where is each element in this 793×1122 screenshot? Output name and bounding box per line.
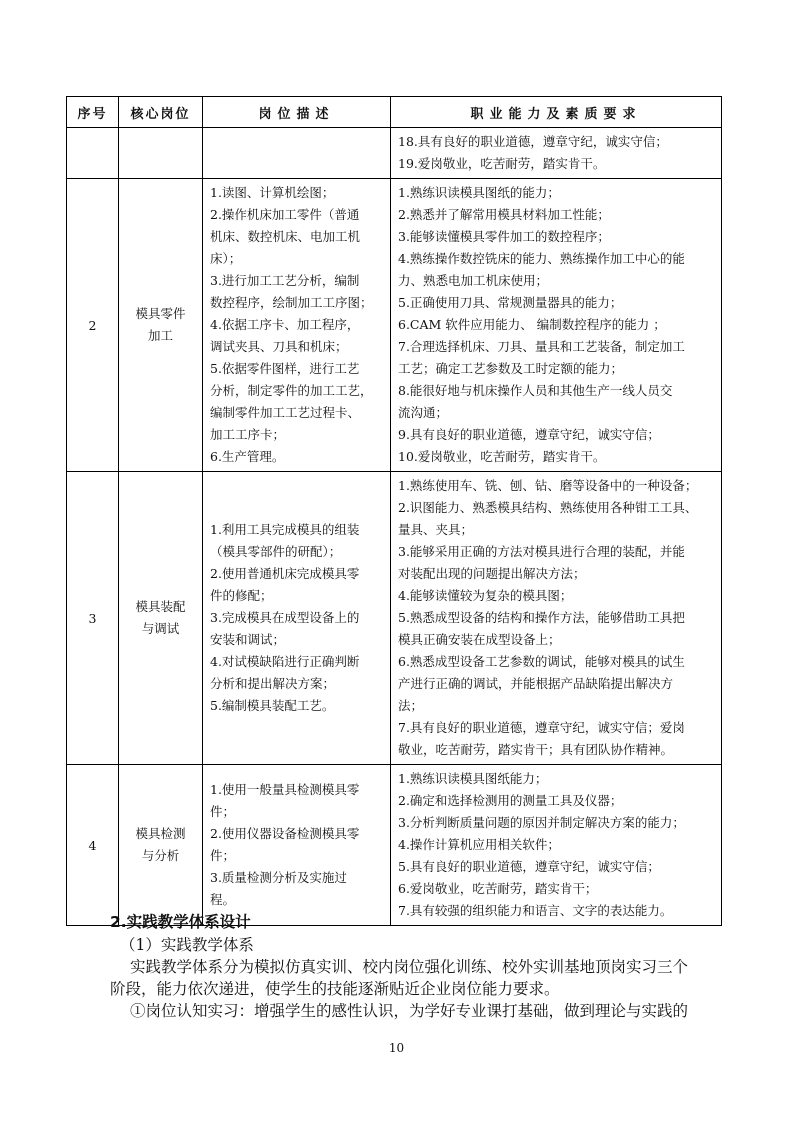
header-seq: 序号 xyxy=(67,97,119,128)
cell-text-line: 与分析 xyxy=(141,848,180,863)
cell-text-line: 2.确定和选择检测用的测量工具及仪器； xyxy=(398,793,623,808)
cell-text-line: 7.合理选择机床、刀具、量具和工艺装备，制定加工 xyxy=(398,339,685,354)
cell-ability-requirements xyxy=(391,128,722,179)
cell-text-line: 6.熟悉成型设备工艺参数的调试，能够对模具的试生 xyxy=(398,654,685,669)
cell-text-line: 5.熟悉成型设备的结构和操作方法，能够借助工具把 xyxy=(398,610,685,625)
cell-text-line: 2.使用普通机床完成模具零 xyxy=(210,566,360,581)
cell-text-line: 4.对试模缺陷进行正确判断 xyxy=(210,654,360,669)
cell-text-line: 模具检测 xyxy=(135,826,186,841)
cell-ability-requirements xyxy=(391,765,722,926)
page-number: 10 xyxy=(388,1041,405,1055)
cell-text-line: 调试夹具、刀具和机床； xyxy=(210,339,348,354)
cell-text-line: 2.熟悉并了解常用模具材料加工性能； xyxy=(398,207,610,222)
cell-text-line: 1.读图、计算机绘图； xyxy=(210,185,335,200)
table-row xyxy=(67,179,722,472)
cell-text-line: 4.依据工序卡、加工程序， xyxy=(210,317,360,332)
cell-text-line: 4.操作计算机应用相关软件； xyxy=(398,837,560,852)
cell-text-line: 6.生产管理。 xyxy=(210,449,285,464)
cell-text-line: 件； xyxy=(210,804,236,819)
table-row xyxy=(67,472,722,765)
cell-text-line: 7.具有较强的组织能力和语言、文字的表达能力。 xyxy=(398,903,673,918)
cell-core-post xyxy=(119,128,203,179)
cell-text-line: 4.能够读懂较为复杂的模具图； xyxy=(398,588,573,603)
cell-post-description xyxy=(203,179,391,472)
cell-text-line: 3.分析判断质量问题的原因并制定解决方案的能力； xyxy=(398,815,685,830)
cell-text-line: 模具装配 xyxy=(135,599,186,614)
header-ability-requirements: 职业能力及素质要求 xyxy=(391,97,722,128)
cell-text-line: 1.使用一般量具检测模具零 xyxy=(210,782,360,797)
cell-text-line: 5.正确使用刀具、常规测量器具的能力； xyxy=(398,295,623,310)
cell-text-line: 敬业，吃苦耐劳，踏实肯干；具有团队协作精神。 xyxy=(398,742,674,757)
cell-post-description xyxy=(203,472,391,765)
cell-text-line: （模具零部件的研配）； xyxy=(210,544,342,559)
job-requirements-table xyxy=(66,96,722,926)
cell-post-description xyxy=(203,128,391,179)
cell-text-line: 流沟通； xyxy=(398,405,449,420)
cell-text-line: 3.能够读懂模具零件加工的数控程序； xyxy=(398,229,610,244)
cell-text-line: 程。 xyxy=(210,892,236,907)
cell-text-line: 7.具有良好的职业道德，遵章守纪，诚实守信；爱岗 xyxy=(398,720,685,735)
section-subtitle: （1）实践教学体系 xyxy=(120,936,254,954)
cell-text-line: 量具、夹具； xyxy=(398,522,474,537)
cell-text-line: 数控程序，绘制加工工序图； xyxy=(210,295,373,310)
cell-text-line: 3.质量检测分析及实施过 xyxy=(210,870,347,885)
cell-text-line: 3.能够采用正确的方法对模具进行合理的装配，并能 xyxy=(398,544,685,559)
cell-ability-requirements xyxy=(391,472,722,765)
cell-text-line: 加工 xyxy=(147,328,173,343)
cell-seq xyxy=(67,128,119,179)
cell-text-line: 2.识图能力、熟悉模具结构、熟练使用各种钳工工具、 xyxy=(398,500,698,515)
cell-text-line: 法； xyxy=(398,698,424,713)
cell-text-line: 5.依据零件图样，进行工艺 xyxy=(210,361,360,376)
cell-post-description xyxy=(203,765,391,926)
cell-text-line: 模具正确安装在成型设备上； xyxy=(398,632,561,647)
cell-core-post xyxy=(119,179,203,472)
cell-core-post xyxy=(119,765,203,926)
cell-text-line: 模具零件 xyxy=(135,306,186,321)
cell-text-line: 加工工序卡； xyxy=(210,427,286,442)
cell-text-line: 18.具有良好的职业道德，遵章守纪，诚实守信； xyxy=(398,134,668,149)
cell-text-line: 3.进行加工工艺分析，编制 xyxy=(210,273,360,288)
cell-text-line: 力、熟悉电加工机床使用； xyxy=(398,273,549,288)
cell-text-line: 1.利用工具完成模具的组装 xyxy=(210,522,360,537)
cell-text-line: 10.爱岗敬业，吃苦耐劳，踏实肯干。 xyxy=(398,449,606,464)
cell-text-line: 6.爱岗敬业，吃苦耐劳，踏实肯干； xyxy=(398,881,598,896)
cell-text-line: 4.熟练操作数控铣床的能力、熟练操作加工中心的能 xyxy=(398,251,685,266)
cell-text-line: 5.具有良好的职业道德，遵章守纪，诚实守信； xyxy=(398,859,660,874)
table-row xyxy=(67,765,722,926)
cell-text-line: 件的修配； xyxy=(210,588,273,603)
paragraph-line: 阶段，能力依次递进，使学生的技能逐渐贴近企业岗位能力要求。 xyxy=(110,980,560,998)
header-core-post: 核心岗位 xyxy=(119,97,203,128)
cell-text-line: 件； xyxy=(210,848,236,863)
cell-text-line: 3.完成模具在成型设备上的 xyxy=(210,610,360,625)
cell-text-line: 与调试 xyxy=(141,621,180,636)
cell-text-line: 2.操作机床加工零件（普通 xyxy=(210,207,360,222)
cell-text-line: 2.使用仪器设备检测模具零 xyxy=(210,826,360,841)
paragraph-line: ①岗位认知实习：增强学生的感性认识，为学好专业课打基础，做到理论与实践的 xyxy=(130,1002,689,1020)
cell-text-line: 1.熟练识读模具图纸能力； xyxy=(398,771,548,786)
cell-text-line: 19.爱岗敬业，吃苦耐劳，踏实肯干。 xyxy=(398,156,606,171)
cell-text-line: 床）； xyxy=(210,251,242,266)
cell-text-line: 对装配出现的问题提出解决方法； xyxy=(398,566,586,581)
cell-text-line: 产进行正确的调试，并能根据产品缺陷提出解决方 xyxy=(398,676,674,691)
cell-text-line: 分析，制定零件的加工工艺， xyxy=(210,383,373,398)
cell-text-line: 安装和调试； xyxy=(210,632,286,647)
cell-text-line: 机床、数控机床、电加工机 xyxy=(210,229,361,244)
paragraph-line: 实践教学体系分为模拟仿真实训、校内岗位强化训练、校外实训基地顶岗实习三个 xyxy=(130,958,689,976)
cell-seq: 2 xyxy=(67,179,119,472)
section-title: 2.实践教学体系设计 xyxy=(110,913,251,931)
table-header-row xyxy=(67,97,722,128)
cell-text-line: 工艺；确定工艺参数及工时定额的能力； xyxy=(398,361,624,376)
cell-ability-requirements xyxy=(391,179,722,472)
cell-text-line: 6.CAM 软件应用能力、 编制数控程序的能力 ； xyxy=(398,317,666,332)
cell-seq: 4 xyxy=(67,765,119,926)
cell-seq: 3 xyxy=(67,472,119,765)
cell-text-line: 9.具有良好的职业道德，遵章守纪，诚实守信； xyxy=(398,427,660,442)
cell-text-line: 1.熟练使用车、铣、刨、钻、磨等设备中的一种设备； xyxy=(398,478,698,493)
table-row xyxy=(67,128,722,179)
cell-text-line: 编制零件加工工艺过程卡、 xyxy=(210,405,361,420)
cell-text-line: 1.熟练识读模具图纸的能力； xyxy=(398,185,560,200)
cell-core-post xyxy=(119,472,203,765)
cell-text-line: 5.编制模具装配工艺。 xyxy=(210,698,335,713)
cell-text-line: 分析和提出解决方案； xyxy=(210,676,336,691)
cell-text-line: 8.能很好地与机床操作人员和其他生产一线人员交 xyxy=(398,383,673,398)
header-post-description: 岗位描述 xyxy=(203,97,391,128)
